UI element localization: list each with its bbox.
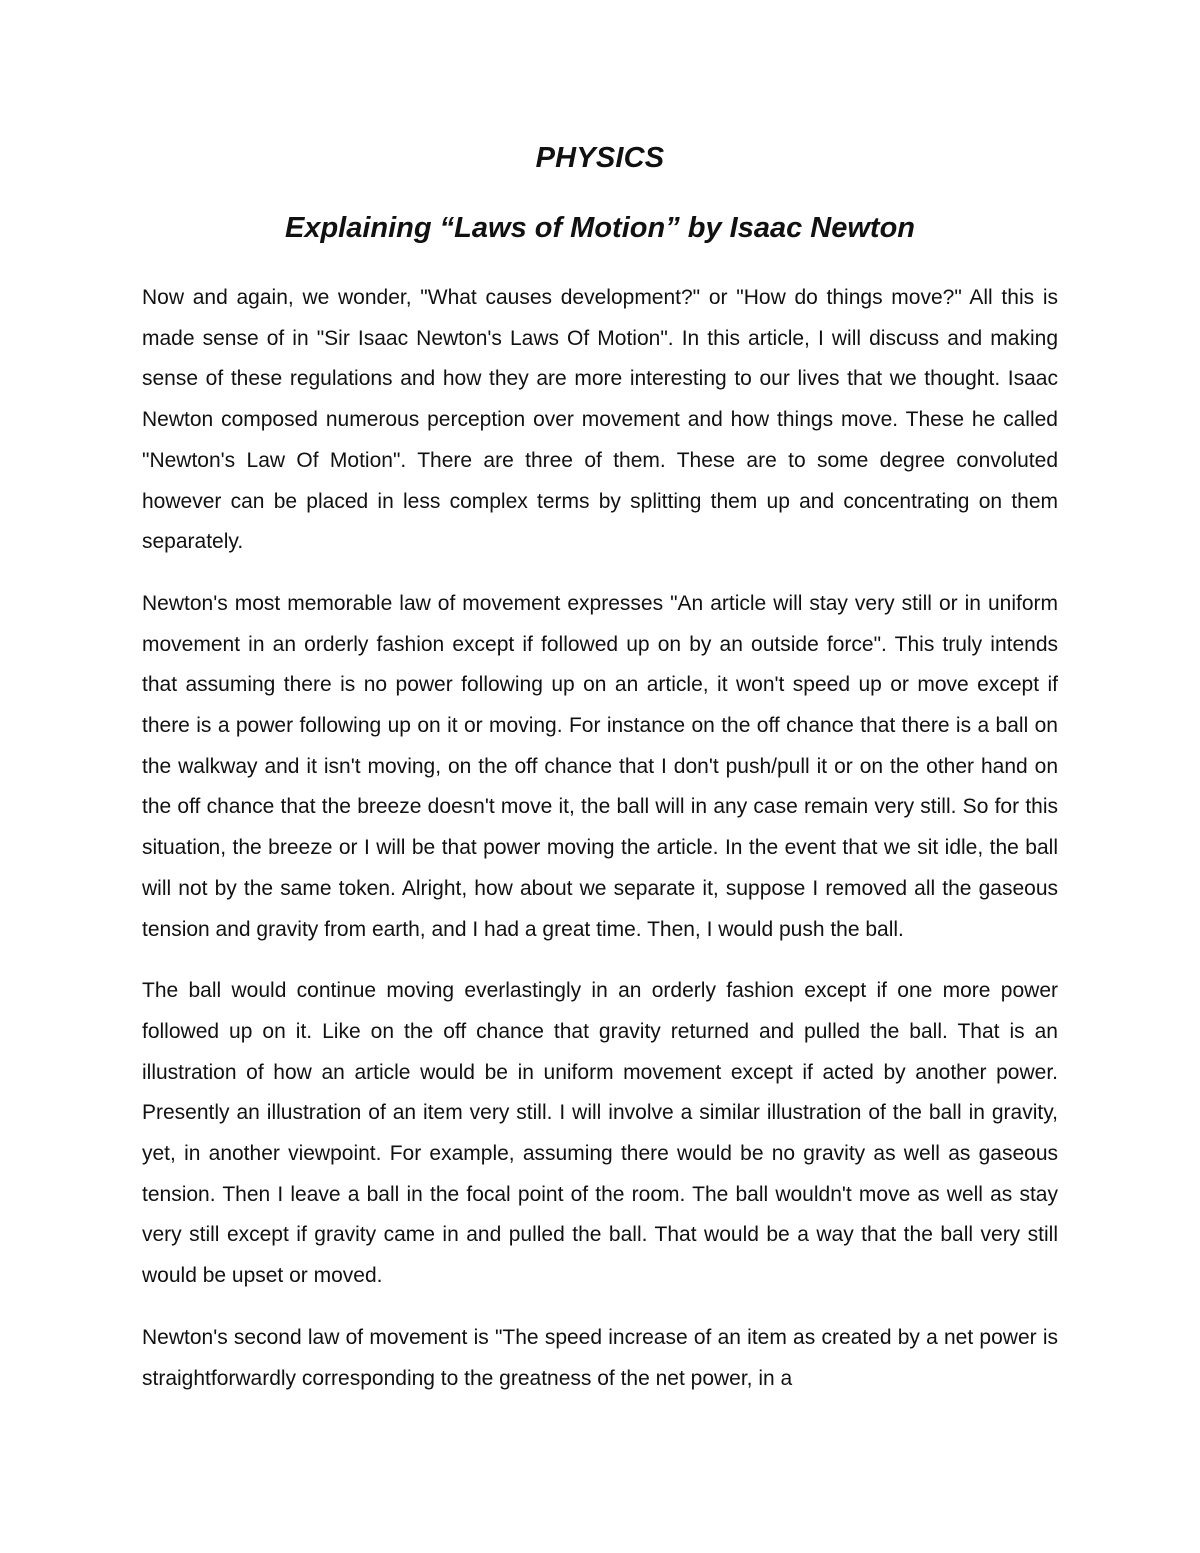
paragraph-ball-example: The ball would continue moving everlastingly in an orderly fashion except if one more power followed up on it. Like on the off chance that gravity returned and pulled the ball. That is an illustration of how an article would be in uniform movement except if acted by another power. Presently an illustration of an item very still. I will involve a similar illustration of the ball in gravity, yet, in another viewpoint. For example, assuming there would be no gravity as well as gaseous tension. Then I leave a ball in the focal point of the room. The ball wouldn't move as well as stay very still except if gravity came in and pulled the ball. That would be a way that the ball very still would be upset or moved. — [142, 979, 1058, 1288]
document-page — [142, 138, 1058, 1420]
paragraph-intro: Now and again, we wonder, "What causes development?" or "How do things move?" All this is made sense of in "Sir Isaac Newton's Laws Of Motion". In this article, I will discuss and making sense of these regulations and how they are more interesting to our lives that we thought. Isaac Newton composed numerous perception over movement and how things move. These he called "Newton's Law Of Motion". There are three of them. These are to some degree convoluted however can be placed in less complex terms by splitting them up and concentrating on them separately. — [142, 286, 1058, 554]
paragraph-second-law: Newton's second law of movement is "The speed increase of an item as created by a net power is straightforwardly corresponding to the greatness of the net power, in a — [142, 1325, 1058, 1390]
document-subtitle: Explaining “Laws of Motion” by Isaac Newton — [284, 212, 915, 244]
paragraph-first-law: Newton's most memorable law of movement expresses "An article will stay very still or in uniform movement in an orderly fashion except if followed up on by an outside force". This truly intends that assuming there is no power following up on an article, it won't speed up or move except if there is a power following up on it or moving. For instance on the off chance that there is a ball on the walkway and it isn't moving, on the off chance that I don't push/pull it or on the other hand on the off chance that the breeze doesn't move it, the ball will in any case remain very still. So for this situation, the breeze or I will be that power moving the article. In the event that we sit idle, the ball will not by the same token. Alright, how about we separate it, suppose I removed all the gaseous tension and gravity from earth, and I had a great time. Then, I would push the ball. — [142, 591, 1058, 941]
document-title: PHYSICS — [535, 142, 665, 174]
